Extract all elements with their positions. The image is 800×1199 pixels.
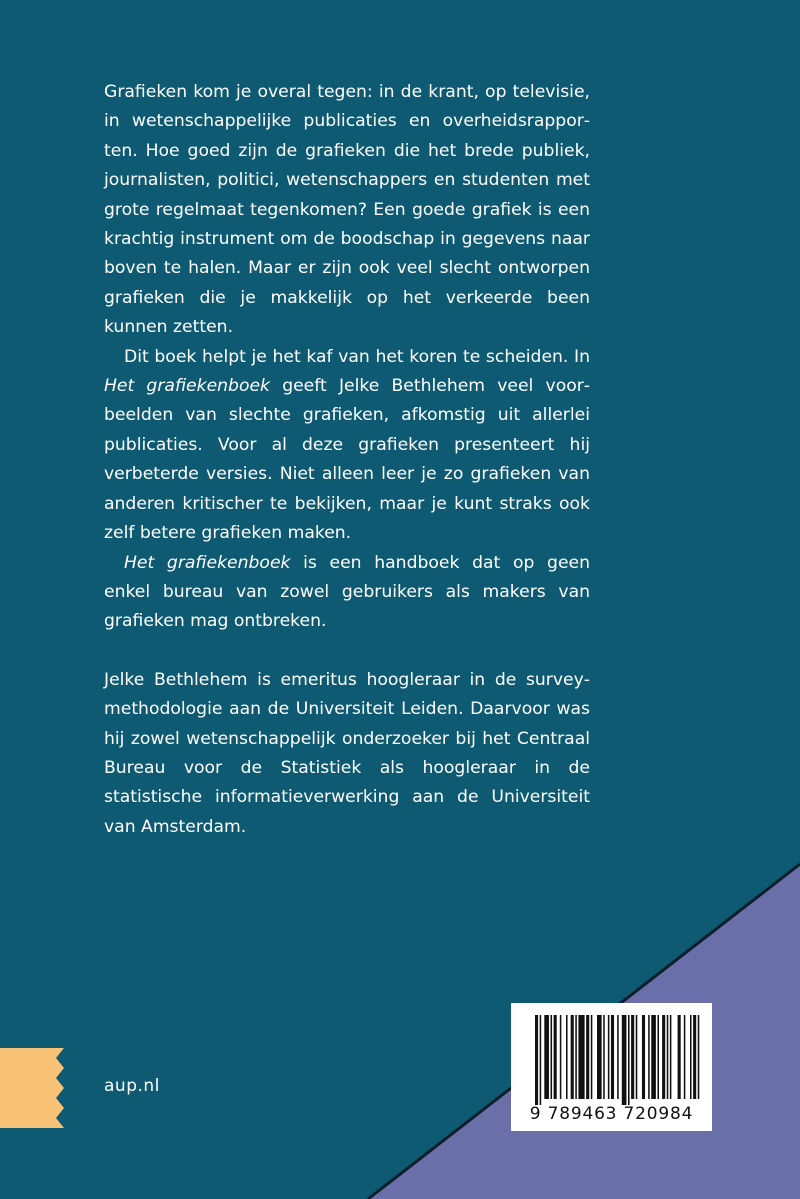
- blurb-p2-rest: geeft Jelke Bethlehem veel voorbeelden van slechte grafieken, afkomstig uit allerlei publicaties. Voor al deze grafieken presenteert hij verbeterde versies. Niet alleen leer je zo grafieken van anderen kritischer te bekijken, maar je kunt straks ook zelf betere grafieken maken.: [104, 376, 590, 544]
- barcode-bar: [554, 1015, 557, 1099]
- blurb-paragraph-2: [104, 343, 590, 549]
- isbn-barcode: [511, 1003, 712, 1131]
- book-title-inline: Het grafiekenboek: [124, 552, 291, 573]
- isbn-number: 9 789463 720984: [529, 1104, 694, 1124]
- blurb-paragraph-3: [104, 549, 590, 637]
- blurb-paragraph-1: Grafieken kom je overal tegen: in de krant, op televisie, in wetenschappelijke publicaties en overheidsrapporten. Hoe goed zijn de grafieken die het brede publiek, journalisten, politici, wetenschappers en studenten met grote regelmaat tegenkomen? Een goede grafiek is een krachtig instrument om de boodschap in gegevens naar boven te halen. Maar er zijn ook veel slecht ontworpen grafieken die je makkelijk op het verkeerde been kunnen zetten.: [104, 82, 590, 338]
- barcode-bar: [648, 1015, 650, 1099]
- barcode-bar: [617, 1015, 619, 1099]
- author-bio: Jelke Bethlehem is emeritus hoogleraar in de surveymethodologie aan de Universiteit Leiden. Daarvoor was hij zowel wetenschappelijk onderzoeker bij het Centraal Bureau voor de Statistiek als hoogleraar in de statistische informatieverwerking aan de Universiteit van Amsterdam.: [104, 669, 590, 837]
- barcode-bar: [667, 1015, 669, 1099]
- barcode-bar: [575, 1015, 577, 1099]
- book-title-inline: Het grafiekenboek: [104, 376, 270, 397]
- barcode-bar: [597, 1015, 602, 1099]
- back-cover-text: [104, 78, 590, 842]
- barcode-bar: [586, 1015, 589, 1099]
- barcode-bar: [631, 1015, 634, 1099]
- barcode-bar: [628, 1015, 630, 1105]
- publisher-url: aup.nl: [104, 1076, 160, 1096]
- barcode-bar: [535, 1015, 538, 1105]
- barcode-bar: [657, 1015, 659, 1099]
- barcode-bar: [662, 1015, 665, 1099]
- barcode-bar: [578, 1015, 584, 1099]
- barcode-bar: [560, 1015, 562, 1099]
- blurb-p3-rest: is een handboek dat op geen enkel bureau van zowel gebruikers als makers van grafieken mag ontbreken.: [104, 552, 590, 632]
- barcode-bar: [571, 1015, 574, 1099]
- barcode-bar: [544, 1015, 549, 1099]
- barcode-bar: [608, 1015, 610, 1099]
- barcode-bar: [690, 1015, 692, 1099]
- barcode-bar: [622, 1015, 627, 1105]
- barcode-bar: [684, 1015, 686, 1099]
- barcode-bar: [540, 1015, 542, 1105]
- barcode-bar: [591, 1015, 593, 1099]
- barcode-bar: [611, 1015, 614, 1099]
- barcode-bar: [636, 1015, 638, 1099]
- barcode-bar: [551, 1015, 553, 1099]
- barcode-bar: [651, 1015, 656, 1099]
- barcode-bar: [566, 1015, 568, 1099]
- barcode-bar: [603, 1015, 605, 1099]
- barcode-bar: [642, 1015, 645, 1099]
- barcode-bar: [698, 1015, 700, 1099]
- blurb-p2-lead: Dit boek helpt je het kaf van het koren te scheiden. In: [124, 346, 590, 367]
- barcode-bar: [678, 1015, 681, 1099]
- orange-tab: [0, 1048, 64, 1128]
- barcode-bar: [693, 1015, 696, 1099]
- barcode-bar: [670, 1015, 672, 1099]
